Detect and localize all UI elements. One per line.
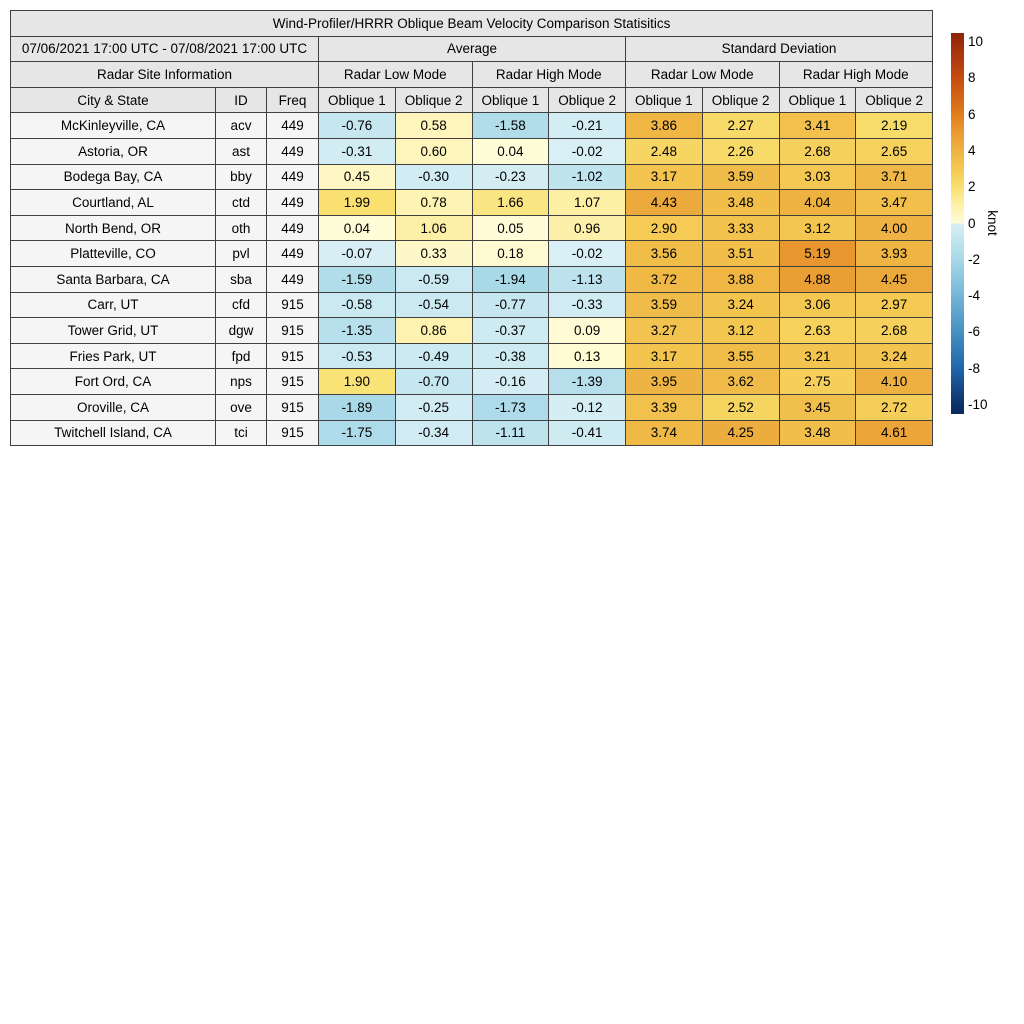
- value-cell: 5.19: [779, 241, 856, 267]
- value-cell: 1.06: [395, 215, 472, 241]
- value-cell: -0.37: [472, 318, 549, 344]
- value-cell: 2.48: [626, 138, 703, 164]
- value-cell: -0.07: [319, 241, 396, 267]
- value-cell: -0.25: [395, 394, 472, 420]
- value-cell: 3.56: [626, 241, 703, 267]
- colorbar-tick-label: 2: [968, 179, 976, 195]
- table-row: [11, 266, 933, 292]
- colorbar-tick-label: -6: [968, 324, 981, 340]
- oblique2-column-header: Oblique 2: [702, 87, 779, 113]
- value-cell: -0.30: [395, 164, 472, 190]
- value-cell: -0.23: [472, 164, 549, 190]
- value-cell: 0.58: [395, 113, 472, 139]
- value-cell: -1.35: [319, 318, 396, 344]
- freq-cell: 449: [267, 190, 319, 216]
- value-cell: 0.86: [395, 318, 472, 344]
- value-cell: -0.34: [395, 420, 472, 446]
- id-cell: oth: [216, 215, 267, 241]
- table-row: [11, 190, 933, 216]
- city-cell: Tower Grid, UT: [11, 318, 216, 344]
- value-cell: 4.61: [856, 420, 933, 446]
- mode-header-row: [11, 62, 933, 88]
- table-title: Wind-Profiler/HRRR Oblique Beam Velocity Comparison Statisitics: [11, 11, 933, 37]
- value-cell: 0.05: [472, 215, 549, 241]
- value-cell: 4.43: [626, 190, 703, 216]
- value-cell: 3.27: [626, 318, 703, 344]
- value-cell: 3.41: [779, 113, 856, 139]
- value-cell: 0.60: [395, 138, 472, 164]
- value-cell: -0.58: [319, 292, 396, 318]
- value-cell: 3.17: [626, 343, 703, 369]
- avg-high-mode-header: Radar High Mode: [472, 62, 626, 88]
- table-row: [11, 394, 933, 420]
- stats-table: [10, 10, 933, 446]
- value-cell: 3.39: [626, 394, 703, 420]
- value-cell: 3.21: [779, 343, 856, 369]
- group-header-average: Average: [319, 36, 626, 62]
- value-cell: -1.59: [319, 266, 396, 292]
- city-cell: Bodega Bay, CA: [11, 164, 216, 190]
- value-cell: -1.58: [472, 113, 549, 139]
- colorbar-tick-label: 8: [968, 70, 976, 86]
- value-cell: -0.16: [472, 369, 549, 395]
- value-cell: 4.00: [856, 215, 933, 241]
- radar-site-information-header: Radar Site Information: [11, 62, 319, 88]
- column-header-row: [11, 87, 933, 113]
- table-row: [11, 343, 933, 369]
- table-row: [11, 164, 933, 190]
- colorbar-label: knot: [985, 210, 1000, 236]
- freq-cell: 915: [267, 343, 319, 369]
- value-cell: -0.21: [549, 113, 626, 139]
- freq-cell: 449: [267, 113, 319, 139]
- value-cell: -0.49: [395, 343, 472, 369]
- value-cell: 2.26: [702, 138, 779, 164]
- value-cell: 3.88: [702, 266, 779, 292]
- city-cell: McKinleyville, CA: [11, 113, 216, 139]
- value-cell: 0.45: [319, 164, 396, 190]
- oblique1-column-header: Oblique 1: [626, 87, 703, 113]
- table-row: [11, 420, 933, 446]
- city-cell: Platteville, CO: [11, 241, 216, 267]
- value-cell: 1.90: [319, 369, 396, 395]
- value-cell: 3.24: [856, 343, 933, 369]
- colorbar: [951, 33, 1024, 414]
- value-cell: -0.33: [549, 292, 626, 318]
- value-cell: -1.39: [549, 369, 626, 395]
- table-row: [11, 318, 933, 344]
- id-cell: cfd: [216, 292, 267, 318]
- oblique1-column-header: Oblique 1: [472, 87, 549, 113]
- value-cell: 3.62: [702, 369, 779, 395]
- id-cell: acv: [216, 113, 267, 139]
- value-cell: -0.54: [395, 292, 472, 318]
- std-low-mode-header: Radar Low Mode: [626, 62, 780, 88]
- oblique2-column-header: Oblique 2: [549, 87, 626, 113]
- value-cell: 0.33: [395, 241, 472, 267]
- value-cell: 3.48: [702, 190, 779, 216]
- value-cell: 2.27: [702, 113, 779, 139]
- table-row: [11, 241, 933, 267]
- colorbar-tick-label: 10: [968, 34, 984, 50]
- group-header-row: [11, 36, 933, 62]
- value-cell: -1.89: [319, 394, 396, 420]
- value-cell: 4.04: [779, 190, 856, 216]
- value-cell: 3.95: [626, 369, 703, 395]
- oblique2-column-header: Oblique 2: [395, 87, 472, 113]
- value-cell: 0.04: [472, 138, 549, 164]
- city-state-column-header: City & State: [11, 87, 216, 113]
- value-cell: 4.25: [702, 420, 779, 446]
- table-row: [11, 215, 933, 241]
- id-cell: tci: [216, 420, 267, 446]
- colorbar-gradient: [951, 33, 964, 414]
- colorbar-tick-label: 6: [968, 106, 976, 122]
- value-cell: -0.77: [472, 292, 549, 318]
- id-cell: nps: [216, 369, 267, 395]
- value-cell: 3.48: [779, 420, 856, 446]
- value-cell: 3.86: [626, 113, 703, 139]
- value-cell: 2.52: [702, 394, 779, 420]
- value-cell: 3.03: [779, 164, 856, 190]
- freq-cell: 915: [267, 394, 319, 420]
- avg-low-mode-header: Radar Low Mode: [319, 62, 473, 88]
- value-cell: -1.02: [549, 164, 626, 190]
- oblique2-column-header: Oblique 2: [856, 87, 933, 113]
- value-cell: 3.24: [702, 292, 779, 318]
- city-cell: Astoria, OR: [11, 138, 216, 164]
- id-cell: ctd: [216, 190, 267, 216]
- value-cell: -1.13: [549, 266, 626, 292]
- value-cell: -1.73: [472, 394, 549, 420]
- colorbar-tick-label: -10: [968, 396, 988, 412]
- table-row: [11, 138, 933, 164]
- id-cell: bby: [216, 164, 267, 190]
- freq-cell: 449: [267, 215, 319, 241]
- value-cell: 0.13: [549, 343, 626, 369]
- city-cell: Fries Park, UT: [11, 343, 216, 369]
- value-cell: 4.10: [856, 369, 933, 395]
- value-cell: 2.68: [856, 318, 933, 344]
- id-cell: dgw: [216, 318, 267, 344]
- value-cell: 2.65: [856, 138, 933, 164]
- value-cell: 3.17: [626, 164, 703, 190]
- value-cell: 3.33: [702, 215, 779, 241]
- value-cell: 3.59: [626, 292, 703, 318]
- std-high-mode-header: Radar High Mode: [779, 62, 933, 88]
- city-cell: Fort Ord, CA: [11, 369, 216, 395]
- value-cell: -0.70: [395, 369, 472, 395]
- city-cell: Courtland, AL: [11, 190, 216, 216]
- value-cell: -0.12: [549, 394, 626, 420]
- freq-cell: 449: [267, 266, 319, 292]
- freq-cell: 915: [267, 420, 319, 446]
- value-cell: -0.02: [549, 241, 626, 267]
- value-cell: 3.74: [626, 420, 703, 446]
- colorbar-tick-label: -2: [968, 251, 981, 267]
- table-row: [11, 113, 933, 139]
- value-cell: 3.06: [779, 292, 856, 318]
- value-cell: -1.94: [472, 266, 549, 292]
- value-cell: 3.51: [702, 241, 779, 267]
- value-cell: 3.45: [779, 394, 856, 420]
- title-row: [11, 11, 933, 37]
- value-cell: 2.75: [779, 369, 856, 395]
- freq-cell: 449: [267, 164, 319, 190]
- value-cell: 4.45: [856, 266, 933, 292]
- city-cell: Santa Barbara, CA: [11, 266, 216, 292]
- value-cell: 2.63: [779, 318, 856, 344]
- city-cell: Oroville, CA: [11, 394, 216, 420]
- value-cell: -0.31: [319, 138, 396, 164]
- date-range: 07/06/2021 17:00 UTC - 07/08/2021 17:00 UTC: [11, 36, 319, 62]
- freq-cell: 915: [267, 369, 319, 395]
- table-row: [11, 292, 933, 318]
- id-cell: ove: [216, 394, 267, 420]
- colorbar-tick-label: 4: [968, 142, 976, 158]
- value-cell: 3.12: [702, 318, 779, 344]
- value-cell: 2.68: [779, 138, 856, 164]
- id-cell: fpd: [216, 343, 267, 369]
- value-cell: 2.72: [856, 394, 933, 420]
- value-cell: 0.04: [319, 215, 396, 241]
- table-row: [11, 369, 933, 395]
- freq-cell: 915: [267, 318, 319, 344]
- value-cell: -0.02: [549, 138, 626, 164]
- value-cell: 3.12: [779, 215, 856, 241]
- value-cell: 0.09: [549, 318, 626, 344]
- value-cell: 0.78: [395, 190, 472, 216]
- value-cell: 3.59: [702, 164, 779, 190]
- value-cell: -1.75: [319, 420, 396, 446]
- value-cell: 2.19: [856, 113, 933, 139]
- freq-cell: 449: [267, 138, 319, 164]
- colorbar-tick-label: 0: [968, 215, 976, 231]
- freq-cell: 449: [267, 241, 319, 267]
- oblique1-column-header: Oblique 1: [319, 87, 396, 113]
- value-cell: 0.96: [549, 215, 626, 241]
- freq-column-header: Freq: [267, 87, 319, 113]
- value-cell: -0.53: [319, 343, 396, 369]
- value-cell: -0.38: [472, 343, 549, 369]
- value-cell: -0.41: [549, 420, 626, 446]
- value-cell: 0.18: [472, 241, 549, 267]
- value-cell: 1.66: [472, 190, 549, 216]
- id-cell: sba: [216, 266, 267, 292]
- city-cell: Twitchell Island, CA: [11, 420, 216, 446]
- group-header-std-deviation: Standard Deviation: [626, 36, 933, 62]
- id-cell: ast: [216, 138, 267, 164]
- value-cell: 3.72: [626, 266, 703, 292]
- colorbar-tick-label: -4: [968, 288, 981, 304]
- value-cell: 3.47: [856, 190, 933, 216]
- value-cell: 3.71: [856, 164, 933, 190]
- value-cell: 3.55: [702, 343, 779, 369]
- value-cell: 4.88: [779, 266, 856, 292]
- city-cell: Carr, UT: [11, 292, 216, 318]
- id-cell: pvl: [216, 241, 267, 267]
- colorbar-tick-label: -8: [968, 360, 981, 376]
- value-cell: 1.07: [549, 190, 626, 216]
- value-cell: 2.90: [626, 215, 703, 241]
- value-cell: -1.11: [472, 420, 549, 446]
- value-cell: 1.99: [319, 190, 396, 216]
- value-cell: -0.76: [319, 113, 396, 139]
- city-cell: North Bend, OR: [11, 215, 216, 241]
- value-cell: 3.93: [856, 241, 933, 267]
- freq-cell: 915: [267, 292, 319, 318]
- value-cell: -0.59: [395, 266, 472, 292]
- value-cell: 2.97: [856, 292, 933, 318]
- oblique1-column-header: Oblique 1: [779, 87, 856, 113]
- id-column-header: ID: [216, 87, 267, 113]
